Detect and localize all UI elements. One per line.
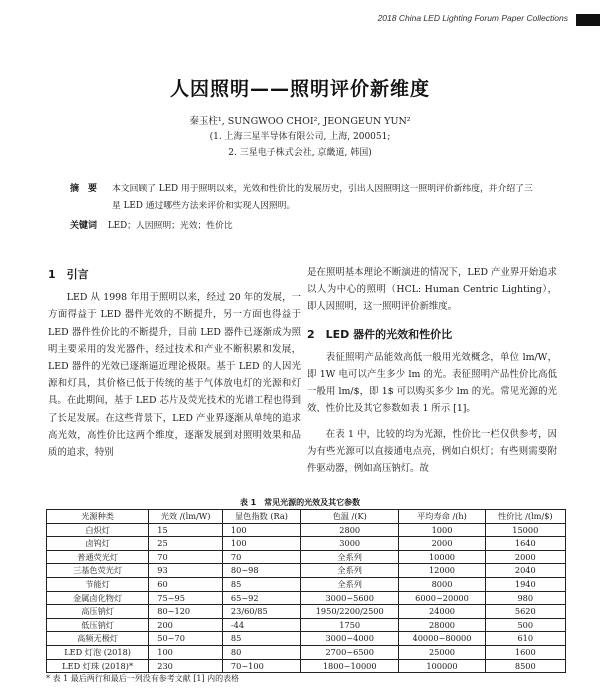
table-cell: 980 (485, 591, 565, 605)
table-cell: 1000 (399, 523, 485, 537)
table-cell: 三基色荧光灯 (47, 564, 149, 578)
table-cell: 70~100 (222, 659, 300, 673)
abstract-label: 摘 要 (70, 184, 98, 194)
table-cell: 2800 (301, 523, 399, 537)
table-row (47, 550, 566, 564)
table-cell: 卤钨灯 (47, 537, 149, 551)
table-header-cell: 性价比 /(lm/$) (485, 510, 565, 524)
table-row (47, 659, 566, 673)
table-footnote: * 表 1 最后两行和最后一列没有参考文献 [1] 内的表格 (46, 674, 240, 683)
table-cell: 80~120 (149, 605, 223, 619)
table-cell: 40000~80000 (399, 632, 485, 646)
table-row (47, 577, 566, 591)
table-row (47, 618, 566, 632)
table-cell: 8000 (399, 577, 485, 591)
table-header-row (47, 510, 566, 524)
table-row (47, 564, 566, 578)
table-cell: 8500 (485, 659, 565, 673)
table-cell: 75~95 (149, 591, 223, 605)
table-cell: 1750 (301, 618, 399, 632)
right-column (307, 264, 557, 477)
table-cell: 28000 (399, 618, 485, 632)
table-cell: 2040 (485, 564, 565, 578)
table-cell: 1940 (485, 577, 565, 591)
table-cell: 15 (149, 523, 223, 537)
table-cell: 100 (149, 645, 223, 659)
table-cell: 全系列 (301, 564, 399, 578)
table-cell: 5620 (485, 605, 565, 619)
table-cell: LED 灯泡 (2018) (47, 645, 149, 659)
table-cell: 3000~5600 (301, 591, 399, 605)
table-cell: 25 (149, 537, 223, 551)
table-cell: 高频无极灯 (47, 632, 149, 646)
table-header-cell: 光源种类 (47, 510, 149, 524)
table-cell: 80 (222, 645, 300, 659)
keywords-text: LED；人因照明；光效；性价比 (107, 221, 233, 231)
keywords-label: 关键词 (70, 221, 98, 231)
table-cell: 100 (222, 523, 300, 537)
table-header-cell: 显色指数 (Ra) (222, 510, 300, 524)
table-cell: 65~92 (222, 591, 300, 605)
light-source-table (46, 509, 566, 673)
authors: 秦玉柱¹, SUNGWOO CHOI², JEONGEUN YUN² (189, 116, 411, 127)
table-header-cell: 光效 /(lm/W) (149, 510, 223, 524)
table-cell: 3000 (301, 537, 399, 551)
table-cell: 610 (485, 632, 565, 646)
abstract-text: 本文回顾了 LED 用于照明以来，光效和性价比的发展历史，引出人因照明这一照明评价新纬度，并介绍了三星 LED 通过哪些方法来评价和实现人因照明。 (112, 184, 533, 211)
table-cell: 10000 (399, 550, 485, 564)
table-cell: 100 (222, 537, 300, 551)
table-header-cell: 色温 /(K) (301, 510, 399, 524)
table-cell: 2700~6500 (301, 645, 399, 659)
keywords (70, 218, 538, 231)
table-cell: 1600 (485, 645, 565, 659)
table-cell: 12000 (399, 564, 485, 578)
table-cell: 85 (222, 577, 300, 591)
section-2-paragraph-1: 表征照明产品能效高低一般用光效概念，单位 lm/W，即 1W 电可以产生多少 lm 的光。表征照明产品性价比高低一般用 lm/$，即 1$ 可以购买多少 lm 的光。常见光源的光效、性价比及其它参数如表 1 所示 [1]。 (307, 351, 557, 415)
running-header: 2018 China LED Lighting Forum Paper Collections (377, 13, 568, 23)
table-cell: 50~70 (149, 632, 223, 646)
table-cell: 低压钠灯 (47, 618, 149, 632)
intro-continuation: 是在照明基本理论不断演进的情况下，LED 产业界开始追求以人为中心的照明（HCL: Human Centric Lighting），即人因照明，这一照明评价新维度。 (307, 267, 557, 313)
table-cell: 1640 (485, 537, 565, 551)
table-cell: LED 灯珠 (2018)* (47, 659, 149, 673)
table-row (47, 605, 566, 619)
table-cell: 节能灯 (47, 577, 149, 591)
table-cell: 2000 (399, 537, 485, 551)
table-cell: 全系列 (301, 550, 399, 564)
table-cell: 3000~4000 (301, 632, 399, 646)
table-cell: -44 (222, 618, 300, 632)
intro-paragraph: LED 从 1998 年用于照明以来，经过 20 年的发展，一方面得益于 LED 器件光效的不断提升，另一方面也得益于 LED 器件性价比的不断提升，目前 LED 器件已逐渐成为照明主要采用的发光器件，经过技术和产业不断积累和发展，LED 器件的光效已逐渐逼近理论极限。基于 LED 的人因光源和灯具，其价格已低于传统的基于气体放电灯的光源和灯具。在此期间，基于 LED 芯片及荧光技术的光谱工程也得到了长足发展。在这些背景下，LED 产业界逐渐从单纯的追求高光效，高性价比这两个维度，逐渐发展到对照明效果和品质的追求，特别 (48, 292, 301, 459)
table-cell: 23/60/85 (222, 605, 300, 619)
table-cell: 白炽灯 (47, 523, 149, 537)
table-cell: 60 (149, 577, 223, 591)
table-cell: 全系列 (301, 577, 399, 591)
table-cell: 金属卤化物灯 (47, 591, 149, 605)
table-cell: 500 (485, 618, 565, 632)
table-row (47, 591, 566, 605)
table-cell: 1950/2200/2500 (301, 605, 399, 619)
table-cell: 1800~10000 (301, 659, 399, 673)
table-cell: 15000 (485, 523, 565, 537)
left-column (48, 264, 301, 461)
section-1-title: 1 引言 (48, 268, 89, 281)
table-cell: 230 (149, 659, 223, 673)
table-cell: 高压钠灯 (47, 605, 149, 619)
table-row (47, 645, 566, 659)
table-header-cell: 平均寿命 /(h) (399, 510, 485, 524)
table-cell: 70 (149, 550, 223, 564)
table-row (47, 632, 566, 646)
section-2-paragraph-2: 在表 1 中，比较的均为光源，性价比一栏仅供参考，因为有些光源可以直接通电点亮，例如白炽灯；有些则需要附件驱动器，例如高压钠灯。故 (307, 428, 557, 475)
abstract (70, 181, 538, 215)
table-cell: 2000 (485, 550, 565, 564)
table-cell: 6000~20000 (399, 591, 485, 605)
table-cell: 24000 (399, 605, 485, 619)
table-cell: 85 (222, 632, 300, 646)
section-2-title: 2 LED 器件的光效和性价比 (307, 327, 453, 341)
table-row (47, 537, 566, 551)
affiliation-1: (1. 上海三星半导体有限公司, 上海, 200051; (209, 132, 391, 142)
table-cell: 25000 (399, 645, 485, 659)
table-cell: 200 (149, 618, 223, 632)
table-cell: 70 (222, 550, 300, 564)
affiliation-2: 2. 三星电子株式会社, 京畿道, 韩国) (228, 148, 372, 158)
table-cell: 80~98 (222, 564, 300, 578)
paper-title: 人因照明——照明评价新维度 (169, 78, 430, 100)
header-black-bar (576, 14, 600, 26)
table-row (47, 523, 566, 537)
table-caption: 表 1 常见光源的光效及其它参数 (239, 498, 361, 507)
table-cell: 93 (149, 564, 223, 578)
table-cell: 100000 (399, 659, 485, 673)
table-cell: 普通荧光灯 (47, 550, 149, 564)
